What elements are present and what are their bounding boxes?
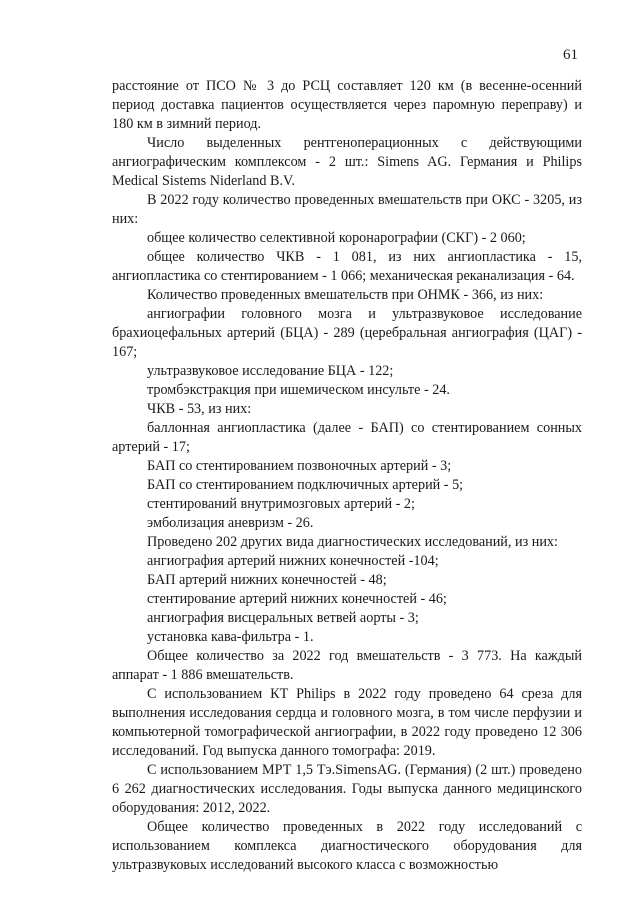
paragraph-2: Число выделенных рентгеноперационных с действующими ангиографическим комплексом - 2 шт.: Simens AG. Германия и Philips Medical Sistems Niderland B.V. bbox=[112, 135, 582, 189]
paragraph-21: установка кава-фильтра - 1. bbox=[147, 629, 314, 645]
paragraph-9: тромбэкстракция при ишемическом инсульте - 24. bbox=[147, 382, 450, 398]
paragraph-6: Количество проведенных вмешательств при ОНМК - 366, из них: bbox=[147, 287, 544, 303]
paragraph-12: БАП со стентированием позвоночных артерий - 3; bbox=[147, 458, 452, 474]
paragraph-3: В 2022 году количество проведенных вмешательств при ОКС - 3205, из них: bbox=[112, 192, 582, 227]
paragraph-24: С использованием МРТ 1,5 Тэ.SimensAG. (Германия) (2 шт.) проведено 6 262 диагностических исследования. Годы выпуска данного медицинского оборудования: 2012, 2022. bbox=[112, 762, 582, 816]
paragraph-8: ультразвуковое исследование БЦА - 122; bbox=[147, 363, 394, 379]
paragraph-1: расстояние от ПСО № 3 до РСЦ составляет 120 км (в весенне-осенний период доставка пациентов осуществляется через паромную переправу) и 180 км в зимний период. bbox=[112, 78, 582, 132]
paragraph-20: ангиография висцеральных ветвей аорты - 3; bbox=[147, 610, 419, 626]
paragraph-22: Общее количество за 2022 год вмешательств - 3 773. На каждый аппарат - 1 886 вмешательств. bbox=[112, 648, 582, 683]
paragraph-17: ангиография артерий нижних конечностей -104; bbox=[147, 553, 439, 569]
paragraph-10: ЧКВ - 53, из них: bbox=[147, 401, 252, 417]
paragraph-23: С использованием КТ Philips в 2022 году проведено 64 среза для выполнения исследования сердца и головного мозга, в том числе перфузии и компьютерной томографической ангиографии, в 2022 году проведено 12 306 исследований. Год выпуска данного томографа: 2019. bbox=[112, 686, 582, 759]
paragraph-7: ангиографии головного мозга и ультразвуковое исследование брахиоцефальных артерий (БЦА) - 289 (церебральная ангиография (ЦАГ) - 167; bbox=[112, 306, 582, 360]
paragraph-19: стентирование артерий нижних конечностей - 46; bbox=[147, 591, 447, 607]
paragraph-5: общее количество ЧКВ - 1 081, из них ангиопластика - 15, ангиопластика со стентированием - 1 066; механическая реканализация - 64. bbox=[112, 249, 582, 284]
paragraph-13: БАП со стентированием подключичных артерий - 5; bbox=[147, 477, 464, 493]
paragraph-14: стентирований внутримозговых артерий - 2; bbox=[147, 496, 415, 512]
paragraph-4: общее количество селективной коронарографии (СКГ) - 2 060; bbox=[147, 230, 526, 246]
paragraph-25: Общее количество проведенных в 2022 году исследований с использованием комплекса диагностического оборудования для ультразвуковых исследований высокого класса с возможностью bbox=[112, 819, 582, 873]
paragraph-18: БАП артерий нижних конечностей - 48; bbox=[147, 572, 387, 588]
paragraph-11: баллонная ангиопластика (далее - БАП) со стентированием сонных артерий - 17; bbox=[112, 420, 582, 455]
page-number: 61 bbox=[563, 47, 578, 63]
paragraph-15: эмболизация аневризм - 26. bbox=[147, 515, 314, 531]
page-body bbox=[112, 77, 582, 875]
paragraph-16: Проведено 202 других вида диагностических исследований, из них: bbox=[147, 534, 558, 550]
